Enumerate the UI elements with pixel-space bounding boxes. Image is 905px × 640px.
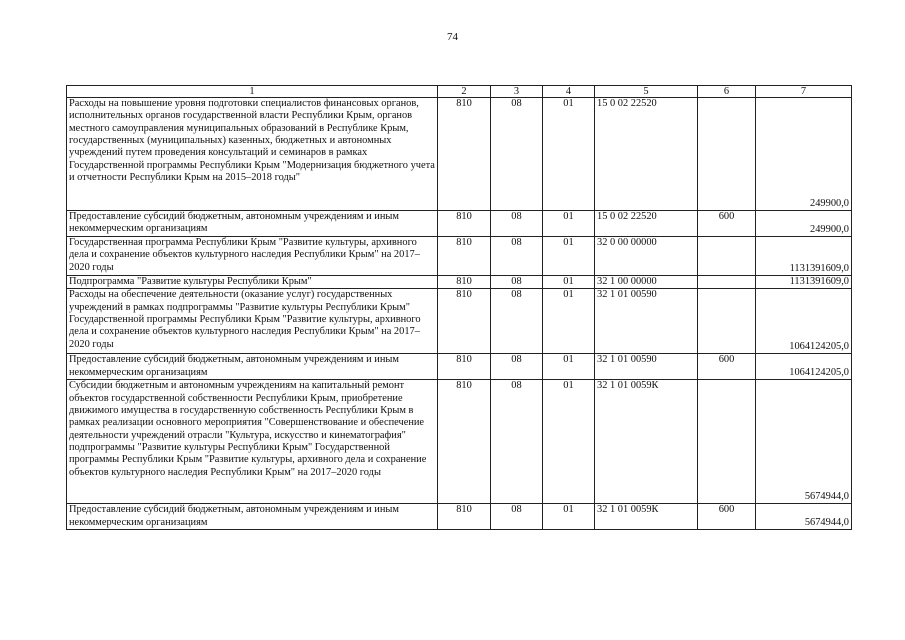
row-subsection-code: 01 [543, 504, 595, 530]
row-ministry-code: 810 [438, 276, 491, 289]
row-target-code: 32 1 01 0059К [595, 504, 698, 530]
row-target-code: 15 0 02 22520 [595, 98, 698, 211]
row-section-code: 08 [491, 98, 543, 211]
table-row [67, 354, 852, 380]
table-row [67, 98, 852, 211]
column-header-3: 3 [491, 86, 543, 98]
row-name: Субсидии бюджетным и автономным учреждениям на капитальный ремонт объектов государственной собственности Республики Крым, приобретение движимого имущества в государственную собственность Республики Крым в рамках реализации основного мероприятия "Совершенствование и обеспечение деятельности учреждений отрасли "Культура, искусство и кинематография" подпрограммы "Развитие культуры Республики Крым" Государственной программы Республики Крым "Развитие культуры, архивного дела и сохранение объектов культурного наследия Республики Крым" на 2017–2020 годы [67, 380, 438, 504]
row-amount: 1064124205,0 [756, 289, 852, 354]
row-subsection-code: 01 [543, 237, 595, 276]
column-header-5: 5 [595, 86, 698, 98]
table-row [67, 289, 852, 354]
row-ministry-code: 810 [438, 98, 491, 211]
row-target-code: 32 1 01 0059К [595, 380, 698, 504]
row-section-code: 08 [491, 380, 543, 504]
row-amount: 1131391609,0 [756, 237, 852, 276]
row-ministry-code: 810 [438, 289, 491, 354]
row-amount: 249900,0 [756, 211, 852, 237]
row-name: Предоставление субсидий бюджетным, автономным учреждениям и иным некоммерческим организациям [67, 211, 438, 237]
table-row [67, 504, 852, 530]
row-section-code: 08 [491, 237, 543, 276]
row-subsection-code: 01 [543, 211, 595, 237]
row-subsection-code: 01 [543, 289, 595, 354]
row-expense-type [698, 237, 756, 276]
row-subsection-code: 01 [543, 276, 595, 289]
row-name: Предоставление субсидий бюджетным, автономным учреждениям и иным некоммерческим организациям [67, 354, 438, 380]
row-section-code: 08 [491, 354, 543, 380]
row-name: Расходы на обеспечение деятельности (оказание услуг) государственных учреждений в рамках подпрограммы "Развитие культуры Республики Крым" Государственной программы Республики Крым "Развитие культуры, архивного дела и сохранение объектов культурного наследия Республики Крым" на 2017–2020 годы [67, 289, 438, 354]
row-subsection-code: 01 [543, 380, 595, 504]
column-header-2: 2 [438, 86, 491, 98]
row-expense-type: 600 [698, 211, 756, 237]
column-header-7: 7 [756, 86, 852, 98]
row-ministry-code: 810 [438, 237, 491, 276]
row-target-code: 15 0 02 22520 [595, 211, 698, 237]
row-subsection-code: 01 [543, 98, 595, 211]
table-row [67, 276, 852, 289]
column-header-4: 4 [543, 86, 595, 98]
row-name: Предоставление субсидий бюджетным, автономным учреждениям и иным некоммерческим организациям [67, 504, 438, 530]
row-expense-type [698, 98, 756, 211]
table-header-row [67, 86, 852, 98]
row-subsection-code: 01 [543, 354, 595, 380]
row-target-code: 32 1 00 00000 [595, 276, 698, 289]
row-ministry-code: 810 [438, 504, 491, 530]
table-row [67, 380, 852, 504]
row-expense-type: 600 [698, 504, 756, 530]
row-expense-type [698, 289, 756, 354]
row-name: Расходы на повышение уровня подготовки специалистов финансовых органов, исполнительных органов государственной власти Республики Крым, органов местного самоуправления муниципальных образований в Республике Крым, государственных (муниципальных) казенных, бюджетных и автономных учреждений путем проведения консультаций и семинаров в рамках Государственной программы Республики Крым "Модернизация бюджетного учета и отчетности Республики Крым на 2015–2018 годы" [67, 98, 438, 211]
row-amount: 5674944,0 [756, 504, 852, 530]
table-row [67, 211, 852, 237]
row-expense-type [698, 380, 756, 504]
row-target-code: 32 1 01 00590 [595, 289, 698, 354]
row-name: Подпрограмма "Развитие культуры Республики Крым" [67, 276, 438, 289]
page-number: 74 [447, 31, 458, 43]
row-section-code: 08 [491, 276, 543, 289]
row-amount: 249900,0 [756, 98, 852, 211]
column-header-1: 1 [67, 86, 438, 98]
table-row [67, 237, 852, 276]
column-header-6: 6 [698, 86, 756, 98]
row-section-code: 08 [491, 289, 543, 354]
row-name: Государственная программа Республики Крым "Развитие культуры, архивного дела и сохранение объектов культурного наследия Республики Крым" на 2017–2020 годы [67, 237, 438, 276]
row-amount: 1064124205,0 [756, 354, 852, 380]
row-amount: 5674944,0 [756, 380, 852, 504]
row-section-code: 08 [491, 504, 543, 530]
row-expense-type: 600 [698, 354, 756, 380]
row-ministry-code: 810 [438, 380, 491, 504]
budget-table [66, 85, 852, 530]
row-ministry-code: 810 [438, 354, 491, 380]
row-expense-type [698, 276, 756, 289]
row-target-code: 32 0 00 00000 [595, 237, 698, 276]
row-amount: 1131391609,0 [756, 276, 852, 289]
row-section-code: 08 [491, 211, 543, 237]
row-target-code: 32 1 01 00590 [595, 354, 698, 380]
row-ministry-code: 810 [438, 211, 491, 237]
